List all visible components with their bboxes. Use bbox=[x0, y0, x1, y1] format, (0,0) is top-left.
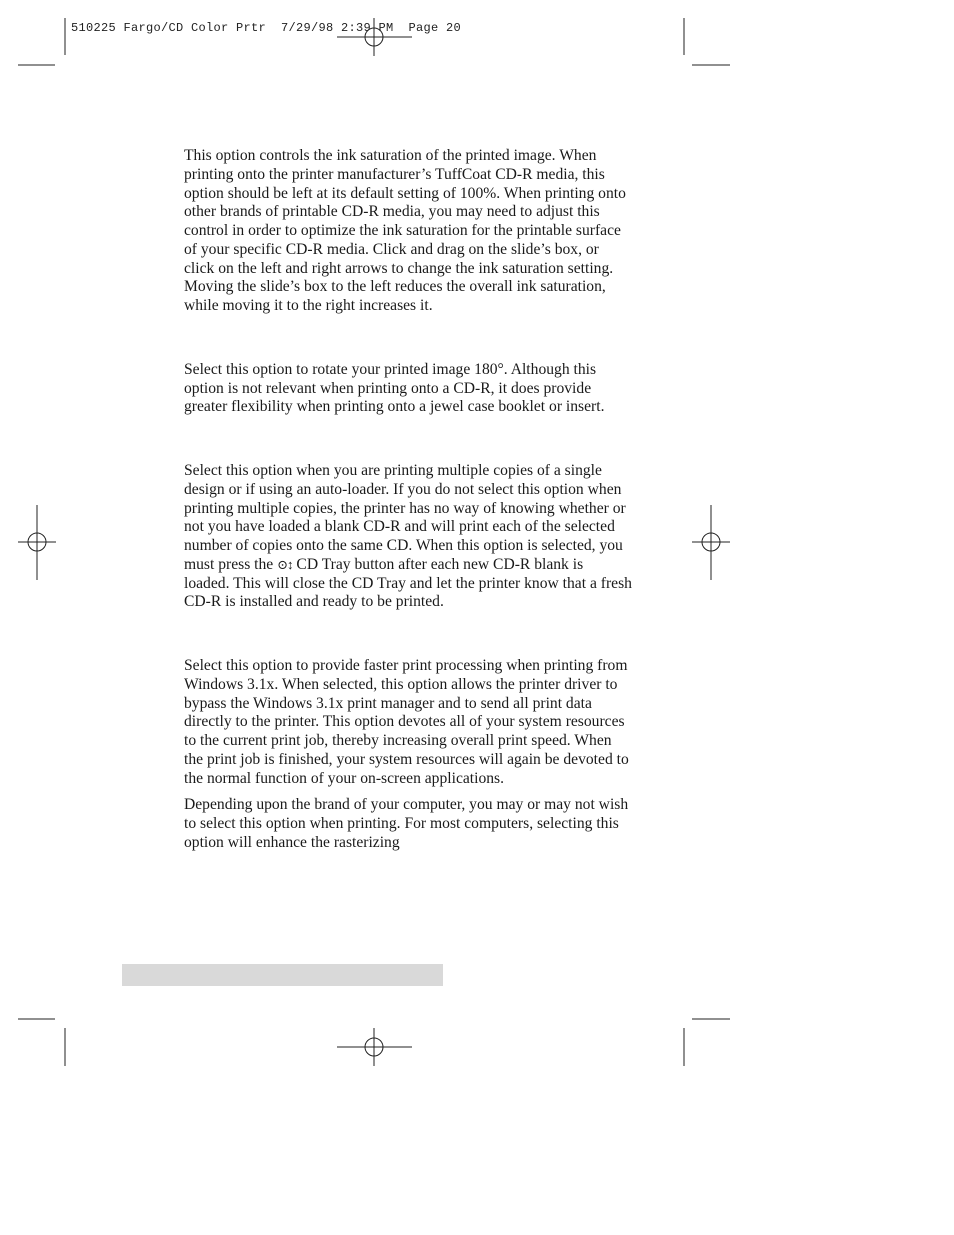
footer-gray-bar bbox=[122, 964, 443, 986]
print-slug-line: 510225 Fargo/CD Color Prtr 7/29/98 2:39 PM Page 20 bbox=[71, 21, 462, 35]
faster-processing-paragraph: Select this option to provide faster print processing when printing from Windows 3.1x. When selected, this option allows the printer driver to bypass the Windows 3.1x print manager and to send all print data directly to the printer. This option devotes all of your system resources to the current print job, thereby increasing overall print speed. When the print job is finished, your system resources will again be devoted to the normal function of your on-screen applications. bbox=[184, 657, 629, 787]
ink-saturation-paragraph: This option controls the ink saturation of the printed image. When printing onto the printer manufacturer’s TuffCoat CD-R media, this option should be left at its default setting of 100%. When printing onto other brands of printable CD-R media, you may need to adjust this control in order to optimize the ink saturation for the printable surface of your specific CD-R media. Click and drag on the slide’s box, or click on the left and right arrows to change the ink saturation setting. Moving the slide’s box to the left reduces the overall ink saturation, while moving it to the right increases it. bbox=[184, 147, 626, 314]
multiple-copies-text-before: Select this option when you are printing multiple copies of a single design or if using an auto-loader. If you do not select this option when printing multiple copies, the printer has no way of knowing whether or not you have loaded a blank CD-R and will print each of the selected number of copies onto the same CD. When this option is selected, you must press the bbox=[184, 462, 626, 573]
cd-tray-icon: ⊙↕ bbox=[277, 556, 293, 572]
rotate-paragraph: Select this option to rotate your printed image 180°. Although this option is not relevant when printing onto a CD-R, it does provide greater flexibility when printing onto a jewel case booklet or insert. bbox=[184, 360, 605, 416]
depending-paragraph: Depending upon the brand of your computer, you may or may not wish to select this option when printing. For most computers, selecting this option will enhance the rasterizing bbox=[184, 796, 629, 851]
registration-left-circle bbox=[28, 533, 46, 551]
multiple-copies-text-after: CD Tray button after each new CD-R blank is loaded. This will close the CD Tray and let the printer know that a fresh CD-R is installed and ready to be printed. bbox=[184, 555, 632, 611]
registration-bottom-circle bbox=[365, 1038, 383, 1056]
multiple-copies-paragraph bbox=[184, 462, 632, 612]
page-body-text bbox=[184, 147, 632, 853]
registration-right-circle bbox=[702, 533, 720, 551]
